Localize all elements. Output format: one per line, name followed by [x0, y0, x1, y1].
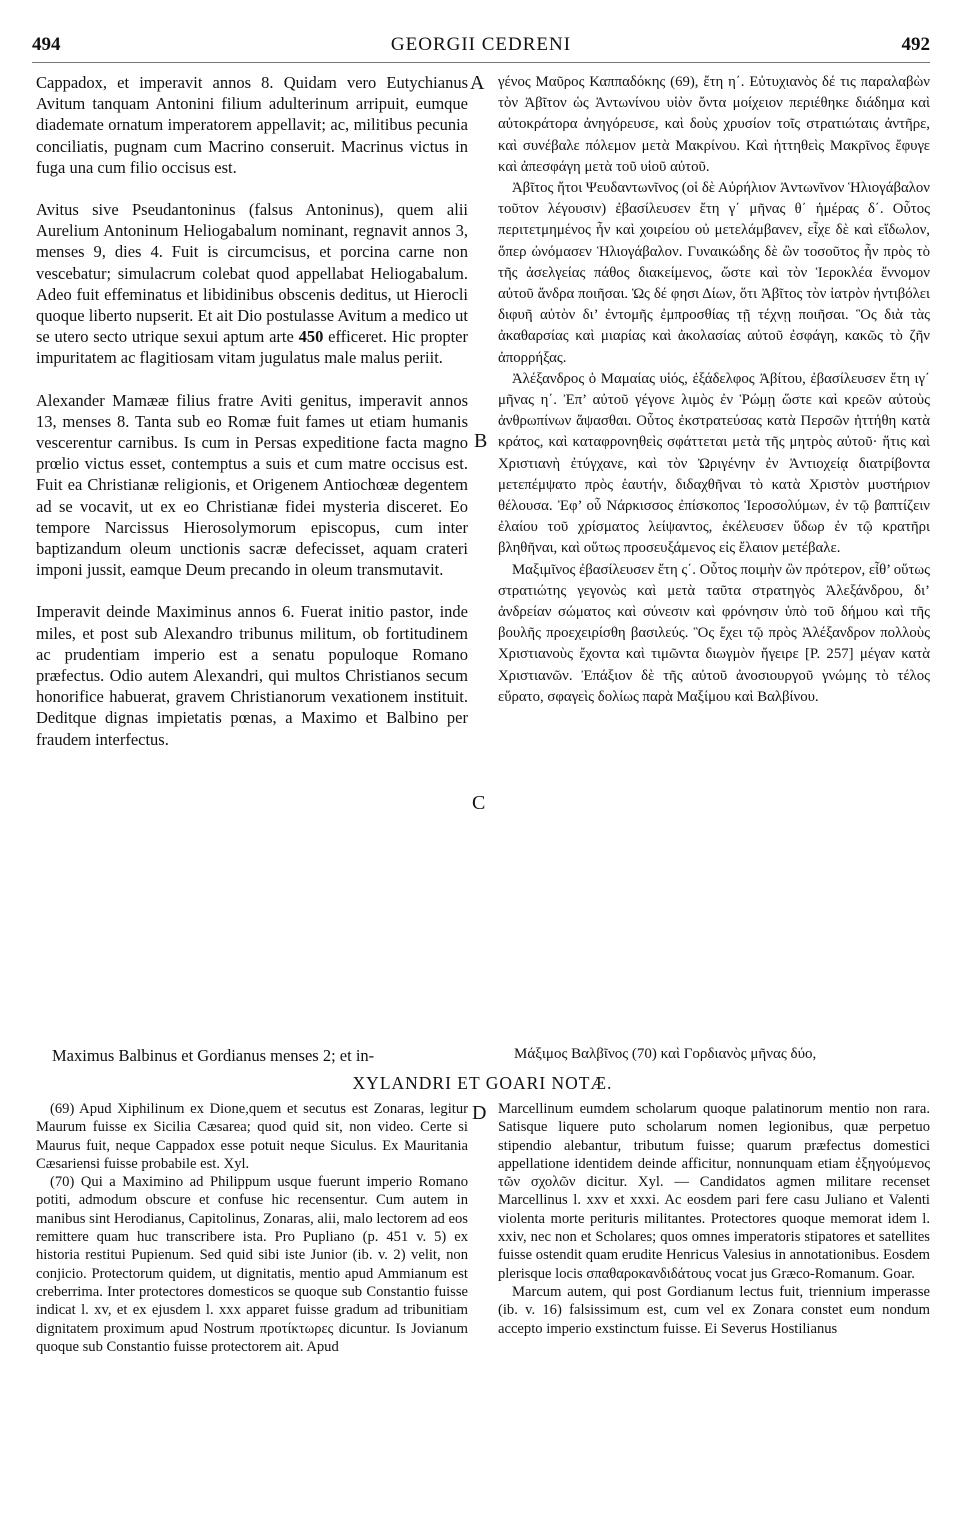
note-continuation: Marcellinum eumdem scholarum quoque palatinorum mentio non rara. Satisque liquere puto scholarum nomen legionibus, quæ perpetuo stipendio alebantur, tributum fuisse; quarum præfectus domestici appellatione identidem deinde afficitur, nonnunquam etiam ἐξηγούμενος τῶν σχολῶν dicitur. Xyl. — Candidatos agmen militare recenset Marcellinus l. xxv et xxxi. Ac eosdem pari fere casu Juliano et Valenti violenta morte perituris militantes. Protectores quoque memorat idem l. xxiv, nec non et Scholares; quos omnes imperatoris stipatores et satellites fuisse ostendit quam erudite Henricus Valesius in annotationibus. Eosdem plerisque locis σπαθαροκανδιδάτους vocat jus Græco-Romanum. Goar.	[498, 1101, 930, 1282]
note-70: (70) Qui a Maximino ad Philippum usque fuerunt imperio Romano potiti, admodum obscure et confuse hic recensentur. Cum autem in manibus sint Herodianus, Capitolinus, Zonaras, alii, malo lectorem ad eos remittere quam huc transcribere ista. Pro Pupliano (p. 451 v. 5) ex historia restitui Pupienum. Sed quid sibi iste Junior (ib. v. 2) velit, non conjicio. Protectorum quidem, ut dignitatis, mentio apud Ammianum est creberrima. Inter protectores domesticos se quoque sub Constantio fuisse indicat l. xv, et ex ejusdem l. xxx apparet fuisse gradum ad tribunitiam dignitatem proximum apud Nostrum προτίκτωρες dicuntur. Is Jovianum quoque sub Constantio fuisse protectorem ait. Apud	[36, 1174, 468, 1355]
greek-paragraph-2: Ἀβῖτος ἤτοι Ψευδαντωνῖνος (οἱ δὲ Αὐρήλιον Ἀντωνῖνον Ἡλιογάβαλον τοῦτον λέγουσιν) ἐβασίλευσεν ἔτη γ΄ μῆνας θ΄ ἡμέρας δ΄. Οὗτος περιτετμημένος ἦν καὶ χοιρείου οὐ μετελάμβανεν, εἶχε δὲ καὶ εἴδωλον, ὅπερ ὠνόμασεν Ἡλιογάβαλον. Γυναικώδης δὲ ὢν τοσοῦτος ἦν πρὸς τὸ τῆς ἀσελγείας πάθος διακείμενος, ὥστε καὶ τὸν Ἱεροκλέα ἔννομον αὐτοῦ ἄνδρα ποιῆσαι. Ὡς δέ φησι Δίων, ὅτι Ἀβῖτος τὸν ἰατρὸν ἠντιβόλει διφυῆ αὐτὸν δι’ ἐντομῆς ἐμπροσθίας τῇ τέχνῃ ποιῆσαι. Ὃς διὰ τὰς ἀκαθαρσίας καὶ μιαρίας καὶ ἀκολασίας αὐτοῦ ἐσφάγη, κακῶς τὸ ζῆν ἀπορρήξας.	[498, 180, 930, 366]
running-head	[32, 34, 930, 64]
latin-paragraph-1: Cappadox, et imperavit annos 8. Quidam vero Eutychianus Avitum tanquam Antonini filium adulterinum arripuit, eumque diademate ornatum imperatorem appellavit; ac, militibus pecunia conciliatis, pugnam cum Macrino conseruit. Macrinus victus in fuga una cum filio occisus est.	[36, 73, 468, 177]
note-69: (69) Apud Xiphilinum ex Dione,quem et secutus est Zonaras, legitur Maurum fuisse ex Sicilia Cæsarea; quod quid sit, non video. Certe si Maurus fuit, neque Cappadox esse potuit neque Siculus. Ex Mauritania Cæsariensi fuisse probabile est. Xyl.	[36, 1101, 468, 1172]
greek-paragraph-3: Ἀλέξανδρος ὁ Μαμαίας υἱός, ἐξάδελφος Ἀβίτου, ἐβασίλευσεν ἔτη ιγ΄ μῆνας η΄. Ἐπ’ αὐτοῦ γέγονε λιμὸς ἐν Ῥώμῃ ὥστε καὶ κρεῶν αὐτοὺς ἀνθρωπίνων ἅψασθαι. Οὗτος ἐκστρατεύσας κατὰ Περσῶν ἡττήθη κατὰ κράτος, καὶ καταφρονηθεὶς σφάττεται μετὰ τῆς μητρὸς αὐτοῦ· ἥτις καὶ Χριστιανὴ ἐτύγχανε, καὶ τὸν Ὠριγένην ἐν Ἀντιοχείᾳ διατρίβοντα μετεπέμψατο πρὸς ἑαυτήν, διδαχθῆναι τὸ κατὰ Χριστὸν μυστήριον θέλουσα. Ἐφ’ οὗ Νάρκισσος ἐπίσκοπος Ἱεροσολύμων, ἐν τῷ βαπτίζειν ἐλαίου τοῦ χρίσματος λείψαντος, ἐκέλευσεν ὕδωρ ἐν τῷ κρατῆρι βληθῆναι, καὶ οὕτως προσευξάμενος εἰς ἔλαιον μετέβαλε.	[498, 370, 930, 557]
latin-paragraph-4: Imperavit deinde Maximinus annos 6. Fuerat initio pastor, inde miles, et post sub Alexandro tribunus militum, ob fortitudinem ac prudentiam imperio est a senatu populoque Romano præfectus. Odio autem Alexandri, qui multos Christianos secum honorifice habuerat, gravem Christianorum vexationem instituit. Deditque dignas impietatis pœnas, a Maximo et Balbino per fraudem interfectus.	[36, 602, 468, 749]
latin-paragraph-2-text-b: efficeret. Hic propter impuritatem ac flagitiosam vitam jugulatus male malus periit.	[36, 327, 468, 368]
note-marcus: Marcum autem, qui post Gordianum lectus fuit, triennium imperasse (ib. v. 16) falsissimum est, cum vel ex Zonara constet eum nondum accepto imperio exstinctum fuisse. Ei Severus Hostilianus	[498, 1283, 930, 1337]
notes-heading: XYLANDRI ET GOARI NOTÆ.	[352, 1073, 613, 1093]
margin-letter-a: A	[470, 72, 485, 94]
running-title: GEORGII CEDRENI	[390, 34, 572, 55]
latin-column	[36, 72, 468, 750]
latin-paragraph-2	[36, 199, 468, 369]
page-number-right: 492	[901, 34, 930, 55]
greek-paragraph-4: Μαξιμῖνος ἐβασίλευσεν ἔτη ς΄. Οὗτος ποιμὴν ὢν πρότερον, εἶθ’ οὕτως στρατιώτης γεγονὼς καὶ μετὰ ταῦτα στρατηγὸς Ἀλεξάνδρου, δι’ ἀνδρείαν σώματος καὶ σύνεσιν καὶ φρόνησιν ὑπὸ τοῦ δήμου καὶ τῆς βουλῆς προεχειρίσθη βασιλεύς. Ὃς ἔχει τῷ πρὸς Ἀλέξανδρον πολλοὺς Χριστιανοὺς ἔχοντα καὶ τιμῶντα διωγμὸν ἤγειρε [P. 257] μέγαν κατὰ Χριστιανῶν. Ἐπάξιον δὲ τῆς αὐτοῦ ἀνοσιουργοῦ γνώμης τὸ τέλος εὕρατο, σφαγεὶς δολίως παρὰ Μαξίμου καὶ Βαλβίνου.	[498, 561, 930, 705]
page-number-left: 494	[32, 34, 61, 55]
greek-last-line: Μάξιμος Βαλβῖνος (70) καὶ Γορδιανὸς μῆνας δύο,	[514, 1046, 817, 1062]
margin-letter-b: B	[474, 430, 488, 452]
margin-letter-c: C	[472, 792, 486, 814]
margin-letter-d: D	[472, 1102, 487, 1124]
notes-left-column	[36, 1100, 468, 1356]
latin-paragraph-3: Alexander Mamææ filius fratre Aviti genitus, imperavit annos 13, menses 8. Tanta sub eo Romæ fuit fames ut etiam humanis vescerentur carnibus. Is cum in Persas expeditione facta magno prœlio victus esset, contemptus a suis et cum matre occisus est. Fuit ea Christianæ religionis, et Origenem Antiochœæ degentem ad se vocavit, ut ex eo Christianæ fidei mysteria disceret. Eo tempore Narcissus Hierosolymorum episcopus, cum inter baptizandum oleum unctionis sacræ defecisset, aquam crateri imponi jussit, eamque Deum precando in oleum transmutavit.	[36, 390, 468, 580]
latin-paragraph-2-text-a: Avitus sive Pseudantoninus (falsus Antoninus), quem alii Aurelium Antoninum Heliogabalum nominant, regnavit annos 3, menses 9, dies 4. Fuit is circumcisus, et porcina carne non vescebatur; simulacrum colebat quod appellabat Heliogabalum. Adeo fuit effeminatus et libidinibus obscenis deditus, ut Hierocli quoque liberto nupserit. Et ait Dio postulasse Avitum a medico ut se utero secto utrique sexui aptum arte	[36, 200, 468, 347]
notes-right-column	[498, 1100, 930, 1338]
marginal-page-number: 450	[298, 327, 324, 347]
greek-paragraph-1: γένος Μαῦρος Καππαδόκης (69), ἔτη η΄. Εὐτυχιανὸς δέ τις παραλαβὼν τὸν Ἀβῖτον ὡς Ἀντωνίνου υἱὸν ὄντα μοίχειον περιέθηκε διάδημα καὶ αὐτοκράτορα ἀνηγόρευσε, καὶ δοὺς χρυσίον τοῖς στρατιώταις ἀντῆρε, καὶ συνέβαλε πόλεμον μετὰ Μακρίνου. Καὶ ἡττηθεὶς Μακρῖνος ἔφυγε καὶ ἀπεσφάγη μετὰ τοῦ υἱοῦ αὐτοῦ.	[498, 74, 930, 175]
latin-last-line: Maximus Balbinus et Gordianus menses 2; et in-	[52, 1046, 375, 1065]
header-rule	[32, 62, 930, 63]
greek-column	[498, 72, 930, 708]
